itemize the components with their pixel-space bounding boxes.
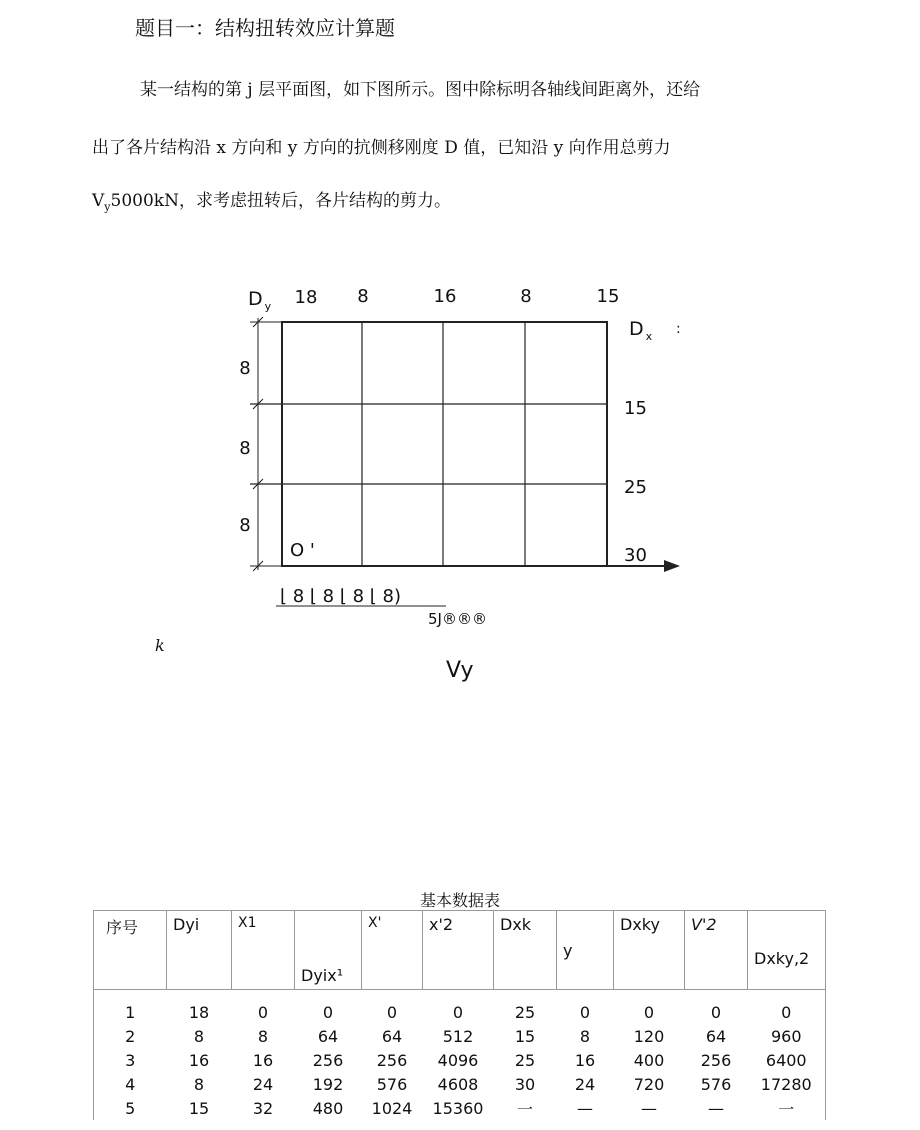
cell-x-prime: 1024: [371, 1098, 413, 1118]
dx-label: D $_x$: [629, 318, 653, 343]
cell-dyix: 480: [312, 1098, 344, 1118]
dy-value-1: 18: [294, 287, 318, 308]
cell-y: 8: [579, 1026, 591, 1046]
cell-y: 24: [574, 1074, 596, 1094]
dy-label: D $_y$: [248, 288, 272, 313]
header-x-prime-sq: x'2: [423, 911, 494, 990]
table-row: [94, 1096, 826, 1120]
cell-dxky: 120: [633, 1026, 665, 1046]
cell-v-prime-sq: —: [708, 1098, 724, 1118]
cell-x1: 32: [252, 1098, 274, 1118]
cell-dyix: 192: [312, 1074, 344, 1094]
cell-v-prime-sq: 576: [700, 1074, 732, 1094]
header-dxky-sq: Dxky,2: [748, 911, 826, 990]
cell-x1: 16: [252, 1050, 274, 1070]
cell-dyi: 15: [188, 1098, 210, 1118]
cell-index: 5: [94, 1096, 167, 1120]
header-dxky: Dxky: [614, 911, 685, 990]
cell-x-prime-sq: 4096: [437, 1050, 479, 1070]
cell-dxky: —: [641, 1098, 657, 1118]
cell-x-prime: 0: [386, 1002, 398, 1022]
cell-dxky: 400: [633, 1050, 665, 1070]
table-body: [94, 990, 826, 1121]
cell-v-prime-sq: 256: [700, 1050, 732, 1070]
cell-x-prime: 64: [381, 1026, 403, 1046]
cell-dxky-sq: 6400: [748, 1048, 826, 1072]
header-x-prime: X': [362, 911, 423, 990]
dx-value-3: 30: [624, 545, 647, 566]
dy-value-5: 15: [596, 286, 620, 307]
cell-x-prime: 256: [376, 1050, 408, 1070]
spacing-value-2: 8: [239, 438, 251, 459]
header-y: y: [557, 911, 614, 990]
cell-v-prime-sq: 64: [705, 1026, 727, 1046]
dy-value-2: 8: [357, 286, 369, 307]
table-row: [94, 1024, 826, 1048]
shear-symbol: V: [92, 191, 105, 211]
dy-value-4: 8: [520, 286, 532, 307]
cell-y: —: [577, 1098, 593, 1118]
table-header-row: [94, 911, 826, 990]
cell-dyi: 16: [188, 1050, 210, 1070]
cell-dyix: 0: [322, 1002, 334, 1022]
paragraph-line-3-rest: 5000kN，求考虑扭转后，各片结构的剪力。: [110, 191, 451, 211]
header-index: 序号: [94, 911, 167, 990]
cell-dxk: 15: [514, 1026, 536, 1046]
vy-label: Vy: [446, 658, 474, 683]
cell-dxky-sq: 17280: [748, 1072, 826, 1096]
cell-dyix: 256: [312, 1050, 344, 1070]
cell-x1: 8: [257, 1026, 269, 1046]
dy-value-3: 16: [433, 286, 457, 307]
figure-grid: [250, 317, 680, 606]
cell-dyi: 18: [188, 1002, 210, 1022]
cell-dyix: 64: [317, 1026, 339, 1046]
cell-dxky: 0: [643, 1002, 655, 1022]
cell-x1: 24: [252, 1074, 274, 1094]
x-axis-arrow-icon: [664, 560, 680, 572]
cell-dxk: 一: [516, 1099, 533, 1119]
header-dyix: Dyix¹: [295, 911, 362, 990]
cell-dxk: 25: [514, 1002, 536, 1022]
cell-y: 16: [574, 1050, 596, 1070]
paragraph-line-1: 某一结构的第 j 层平面图，如下图所示。图中除标明各轴线间距离外，还给: [140, 80, 701, 100]
cell-x-prime-sq: 512: [442, 1026, 474, 1046]
origin-label: O ': [290, 540, 315, 561]
cell-x-prime-sq: 4608: [437, 1074, 479, 1094]
dx-value-1: 15: [624, 398, 647, 419]
cell-dxky-sq: 960: [748, 1024, 826, 1048]
problem-heading: 题目一：结构扭转效应计算题: [135, 16, 395, 40]
shear-subscript: y: [104, 200, 111, 214]
cell-dyi: 8: [193, 1026, 205, 1046]
header-dyi: Dyi: [167, 911, 232, 990]
edge-mark: :: [676, 321, 681, 337]
table-row: [94, 990, 826, 1025]
table-row: [94, 1072, 826, 1096]
mark-k: k: [155, 636, 165, 655]
outer-frame: [282, 322, 607, 566]
cell-index: 1: [94, 990, 167, 1025]
dx-value-2: 25: [624, 477, 647, 498]
cell-index: 3: [94, 1048, 167, 1072]
spacing-value-1: 8: [239, 358, 251, 379]
cell-dyi: 8: [193, 1074, 205, 1094]
cell-index: 2: [94, 1024, 167, 1048]
header-dxk: Dxk: [494, 911, 557, 990]
header-x1: X1: [232, 911, 295, 990]
paragraph-line-2: 出了各片结构沿 x 方向和 y 方向的抗侧移刚度 D 值，已知沿 y 向作用总剪力: [92, 138, 671, 158]
cell-index: 4: [94, 1072, 167, 1096]
header-v-prime-sq: V'2: [685, 911, 748, 990]
cell-dxky-sq: 一: [748, 1096, 826, 1120]
cell-x-prime-sq: 15360: [432, 1098, 484, 1118]
basic-data-table: [93, 910, 826, 1120]
table-caption: 基本数据表: [419, 891, 500, 910]
table-row: [94, 1048, 826, 1072]
cell-v-prime-sq: 0: [710, 1002, 722, 1022]
cell-dxk: 30: [514, 1074, 536, 1094]
cell-x-prime: 576: [376, 1074, 408, 1094]
cell-dxky-sq: 0: [748, 990, 826, 1025]
cell-dxky: 720: [633, 1074, 665, 1094]
spacing-value-3: 8: [239, 515, 251, 536]
cell-x1: 0: [257, 1002, 269, 1022]
cell-x-prime-sq: 0: [452, 1002, 464, 1022]
cell-dxk: 25: [514, 1050, 536, 1070]
bottom-dimensions: ⌊ 8 ⌊ 8 ⌊ 8 ⌊ 8): [280, 586, 401, 607]
bottom-note: 5J®®®: [428, 610, 487, 628]
cell-y: 0: [579, 1002, 591, 1022]
